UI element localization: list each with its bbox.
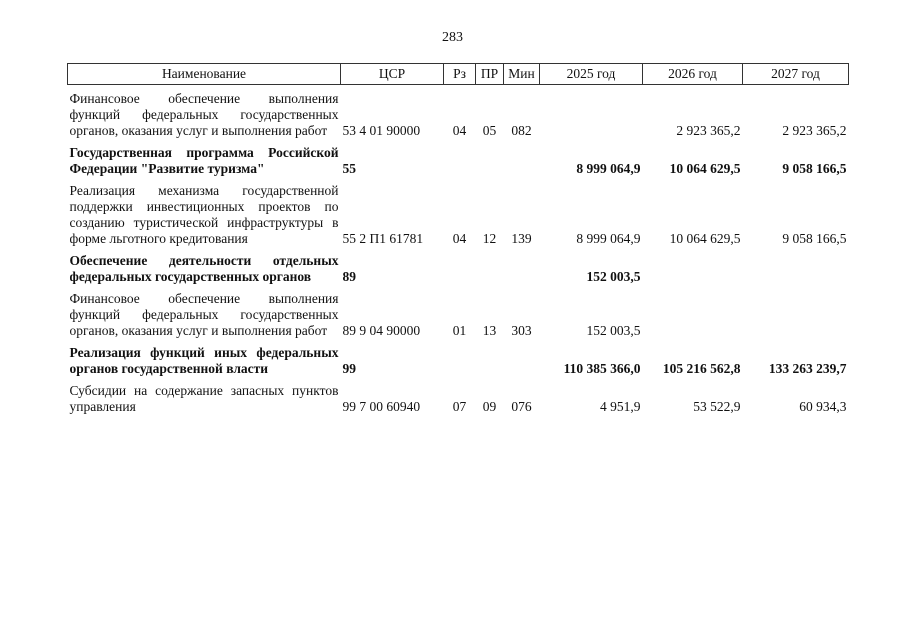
page-number: 283 (442, 30, 463, 45)
row-min: 139 (511, 231, 532, 246)
table-header (68, 64, 849, 85)
row-min (504, 139, 540, 177)
table-row (68, 339, 849, 377)
row-name: Реализация функций иных федеральных органов государственной власти (69, 345, 339, 376)
row-rz (444, 247, 476, 285)
table-row (68, 285, 849, 339)
table-row (68, 85, 849, 140)
row-pr (476, 247, 504, 285)
row-2025: 110 385 366,0 (563, 361, 641, 376)
row-min (504, 247, 540, 285)
header-pr: ПР (476, 64, 504, 85)
row-name: Государственная программа Российской Федерации "Развитие туризма" (69, 145, 339, 176)
budget-table (67, 63, 849, 415)
row-min: 082 (511, 123, 532, 138)
row-pr: 05 (482, 123, 497, 138)
row-csr: 89 (342, 269, 356, 284)
row-csr: 89 9 04 90000 (342, 323, 421, 338)
header-min: Мин (504, 64, 540, 85)
row-rz: 04 (452, 231, 467, 246)
header-name: Наименование (68, 64, 341, 85)
row-2026 (643, 285, 743, 339)
row-csr: 99 (342, 361, 356, 376)
row-2025 (540, 85, 643, 140)
row-2025: 152 003,5 (586, 269, 641, 284)
table-row (68, 377, 849, 415)
row-csr: 53 4 01 90000 (342, 123, 421, 138)
row-2025: 4 951,9 (600, 399, 641, 414)
row-min: 076 (511, 399, 532, 414)
row-pr: 09 (482, 399, 497, 414)
header-csr: ЦСР (341, 64, 444, 85)
header-2026: 2026 год (643, 64, 743, 85)
row-2027 (743, 247, 849, 285)
row-name: Реализация механизма государственной поддержки инвестиционных проектов по созданию туристической инфраструктуры в форме льготного кредитования (69, 183, 339, 246)
row-csr: 55 2 П1 61781 (342, 231, 424, 246)
row-2026: 2 923 365,2 (676, 123, 741, 138)
row-2027: 60 934,3 (799, 399, 847, 414)
row-2026: 105 216 562,8 (662, 361, 741, 376)
table-row (68, 177, 849, 247)
row-2027: 2 923 365,2 (782, 123, 847, 138)
table-body (68, 85, 849, 416)
row-name: Финансовое обеспечение выполнения функций федеральных государственных органов, оказания услуг и выполнения работ (69, 91, 339, 138)
row-2025: 8 999 064,9 (576, 161, 641, 176)
header-2027: 2027 год (743, 64, 849, 85)
row-2027: 9 058 166,5 (782, 161, 847, 176)
row-2025: 8 999 064,9 (576, 231, 641, 246)
row-rz: 01 (452, 323, 467, 338)
row-2026 (643, 247, 743, 285)
table-row (68, 247, 849, 285)
row-name: Финансовое обеспечение выполнения функций федеральных государственных органов, оказания услуг и выполнения работ (69, 291, 339, 338)
row-2025: 152 003,5 (586, 323, 641, 338)
row-pr (476, 339, 504, 377)
row-min: 303 (511, 323, 532, 338)
row-rz (444, 139, 476, 177)
row-csr: 55 (342, 161, 356, 176)
row-2026: 10 064 629,5 (669, 161, 741, 176)
row-2027: 9 058 166,5 (782, 231, 847, 246)
row-min (504, 339, 540, 377)
row-2026: 10 064 629,5 (669, 231, 741, 246)
row-2027: 133 263 239,7 (768, 361, 847, 376)
row-rz: 04 (452, 123, 467, 138)
header-2025: 2025 год (540, 64, 643, 85)
row-pr: 12 (482, 231, 497, 246)
header-rz: Рз (444, 64, 476, 85)
row-csr: 99 7 00 60940 (342, 399, 421, 414)
row-pr: 13 (482, 323, 497, 338)
table-row (68, 139, 849, 177)
row-name: Обеспечение деятельности отдельных федеральных государственных органов (69, 253, 339, 284)
row-2026: 53 522,9 (693, 399, 741, 414)
row-rz (444, 339, 476, 377)
row-rz: 07 (452, 399, 467, 414)
row-pr (476, 139, 504, 177)
row-name: Субсидии на содержание запасных пунктов управления (69, 383, 339, 414)
row-2027 (743, 285, 849, 339)
